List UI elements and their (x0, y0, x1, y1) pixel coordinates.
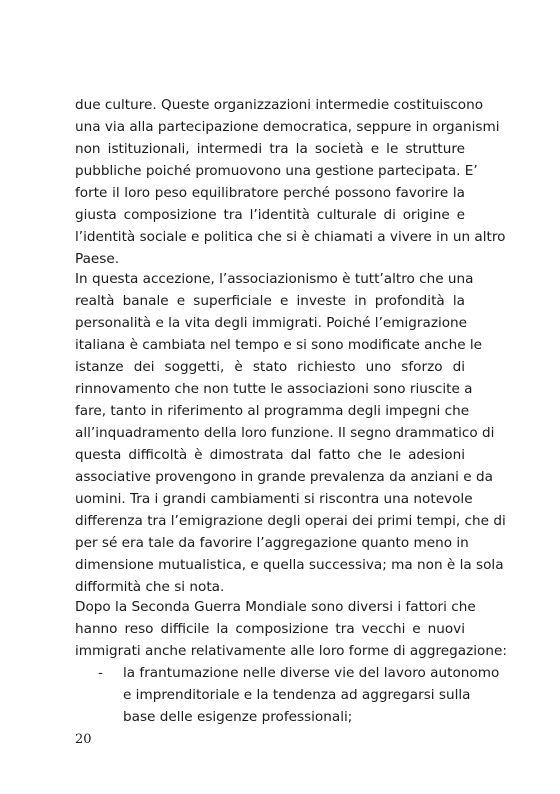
text-line: l’identità sociale e politica che si è chiamati a vivere in un altro (75, 229, 506, 245)
text-line: istanze dei soggetti, è stato richiesto uno sforzo di (75, 359, 465, 375)
list-bullet: - (98, 665, 103, 681)
paragraph-end-line: Paese. (75, 251, 120, 267)
text-line: personalità e la vita degli immigrati. Poiché l’emigrazione (75, 315, 468, 331)
text-line: fare, tanto in riferimento al programma degli impegni che (75, 403, 470, 419)
paragraph-end-line: difformità che si nota. (75, 579, 225, 595)
list-item-line: base delle esigenze professionali; (123, 709, 353, 725)
list-item-line: e imprenditoriale e la tendenza ad aggregarsi sulla (123, 687, 471, 703)
text-line: differenza tra l’emigrazione degli operai dei primi tempi, che di (75, 513, 506, 529)
text-line: forte il loro peso equilibratore perché possono favorire la (75, 185, 465, 201)
text-line: rinnovamento che non tutte le associazioni sono riuscite a (75, 381, 473, 397)
text-line: due culture. Queste organizzazioni intermedie costituiscono (75, 97, 484, 113)
text-line: associative provengono in grande prevalenza da anziani e da (75, 469, 493, 485)
text-line: Dopo la Seconda Guerra Mondiale sono diversi i fattori che (75, 599, 476, 615)
text-line: immigrati anche relativamente alle loro forme di aggregazione: (75, 643, 507, 659)
text-line: una via alla partecipazione democratica, seppure in organismi (75, 119, 500, 135)
text-line: dimensione mutualistica, e quella successiva; ma non è la sola (75, 557, 504, 573)
text-line: italiana è cambiata nel tempo e si sono modificate anche le (75, 337, 483, 353)
text-line: non istituzionali, intermedi tra la società e le strutture (75, 141, 465, 157)
text-line: questa difficoltà è dimostrata dal fatto che le adesioni (75, 447, 465, 463)
text-line: hanno reso difficile la composizione tra vecchi e nuovi (75, 621, 465, 637)
text-line: giusta composizione tra l’identità culturale di origine e (75, 207, 465, 223)
text-line: uomini. Tra i grandi cambiamenti si riscontra una notevole (75, 491, 473, 507)
text-line: In questa accezione, l’associazionismo è tutt’altro che una (75, 271, 474, 287)
text-line: all’inquadramento della loro funzione. Il segno drammatico di (75, 425, 495, 441)
text-line: pubbliche poiché promuovono una gestione partecipata. E’ (75, 163, 478, 179)
list-item-line: la frantumazione nelle diverse vie del lavoro autonomo (123, 665, 500, 681)
text-line: per sé era tale da favorire l’aggregazione quanto meno in (75, 535, 469, 551)
text-line: realtà banale e superficiale e investe in profondità la (75, 293, 465, 309)
page-number: 20 (75, 732, 92, 747)
